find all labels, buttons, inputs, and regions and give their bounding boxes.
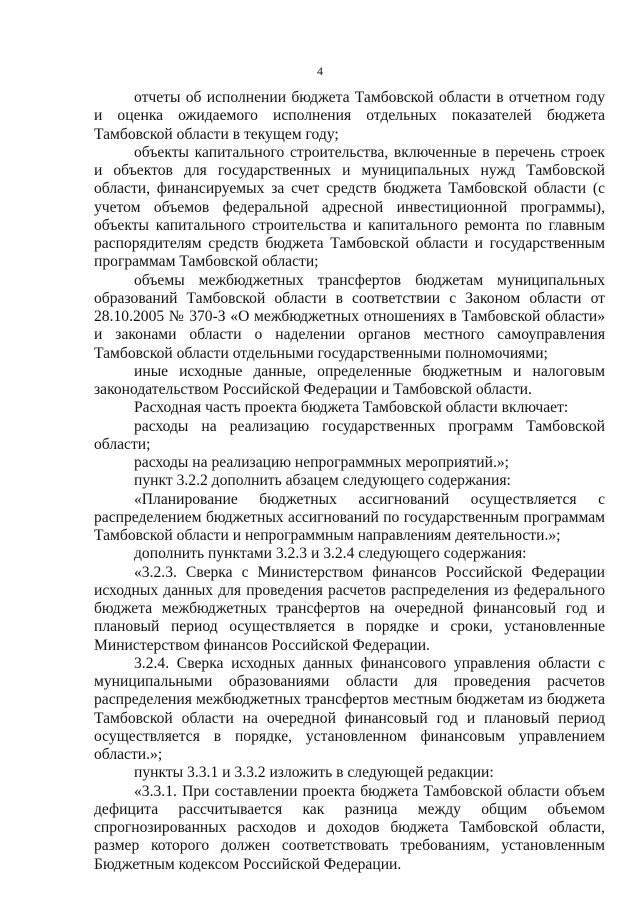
paragraph-state-programs-expenses: расходы на реализацию государственных программ Тамбовской области; (94, 417, 605, 453)
paragraph-planning-allocations: «Планирование бюджетных ассигнований осуществляется с распределением бюджетных ассигнований по государственным программам Тамбовской области и непрограммным направлениям деятельности.»; (94, 490, 605, 544)
paragraph-expenditure-part: Расходная часть проекта бюджета Тамбовской области включает: (134, 399, 569, 417)
paragraph-items-3-3-1-3-3-2-intro: пункты 3.3.1 и 3.3.2 изложить в следующей редакции: (134, 764, 494, 782)
paragraph-non-program-expenses: расходы на реализацию непрограммных мероприятий.»; (134, 454, 510, 471)
paragraph-item-3-2-2-intro: пункт 3.2.2 дополнить абзацем следующего содержания: (134, 472, 511, 490)
paragraph-budget-reports: отчеты об исполнении бюджета Тамбовской области в отчетном году и оценка ожидаемого исполнения отдельных показателей бюджета Тамбовской области в текущем году; (94, 89, 605, 143)
paragraph-3-2-3: «3.2.3. Сверка с Министерством финансов Российской Федерации исходных данных для проведения расчетов распределения из федерального бюджета межбюджетных трансфертов на очередной финансовый год и плановый период осуществляется в порядке и сроки, установленные Министерством финансов Российской Федерации. (94, 563, 605, 654)
paragraph-items-3-2-3-3-2-4-intro: дополнить пунктами 3.2.3 и 3.2.4 следующего содержания: (134, 545, 527, 563)
paragraph-capital-construction: объекты капитального строительства, включенные в перечень строек и объектов для государственных и муниципальных нужд Тамбовской области, финансируемых за счет средств бюджета Тамбовской области (с учетом объемов федеральной адресной инвестиционной программы), объекты капитального строительства и капитального ремонта по главным распорядителям средств бюджета Тамбовской области и государственным программам Тамбовской области; (94, 143, 605, 271)
document-body (94, 89, 605, 874)
paragraph-other-source-data: иные исходные данные, определенные бюджетным и налоговым законодательством Российской Федерации и Тамбовской области. (94, 362, 605, 398)
page-number: 4 (317, 64, 323, 78)
paragraph-3-2-4: 3.2.4. Сверка исходных данных финансового управления области с муниципальными образованиями области для проведения расчетов распределения межбюджетных трансфертов местным бюджетам из бюджета Тамбовской области на очередной финансовый год и плановый период осуществляется в порядке, установленном финансовым управлением области.»; (94, 654, 605, 763)
paragraph-3-3-1: «3.3.1. При составлении проекта бюджета Тамбовской области объем дефицита рассчитывается как разница между общим объемом спрогнозированных расходов и доходов бюджета Тамбовской области, размер которого должен соответствовать требованиям, установленным Бюджетным кодексом Российской Федерации. (94, 782, 605, 873)
paragraph-interbudget-transfers: объемы межбюджетных трансфертов бюджетам муниципальных образований Тамбовской области в соответствии с Законом области от 28.10.2005 № 370-З «О межбюджетных отношениях в Тамбовской области» и законами области о наделении органов местного самоуправления Тамбовской области отдельными государственными полномочиями; (94, 271, 605, 362)
